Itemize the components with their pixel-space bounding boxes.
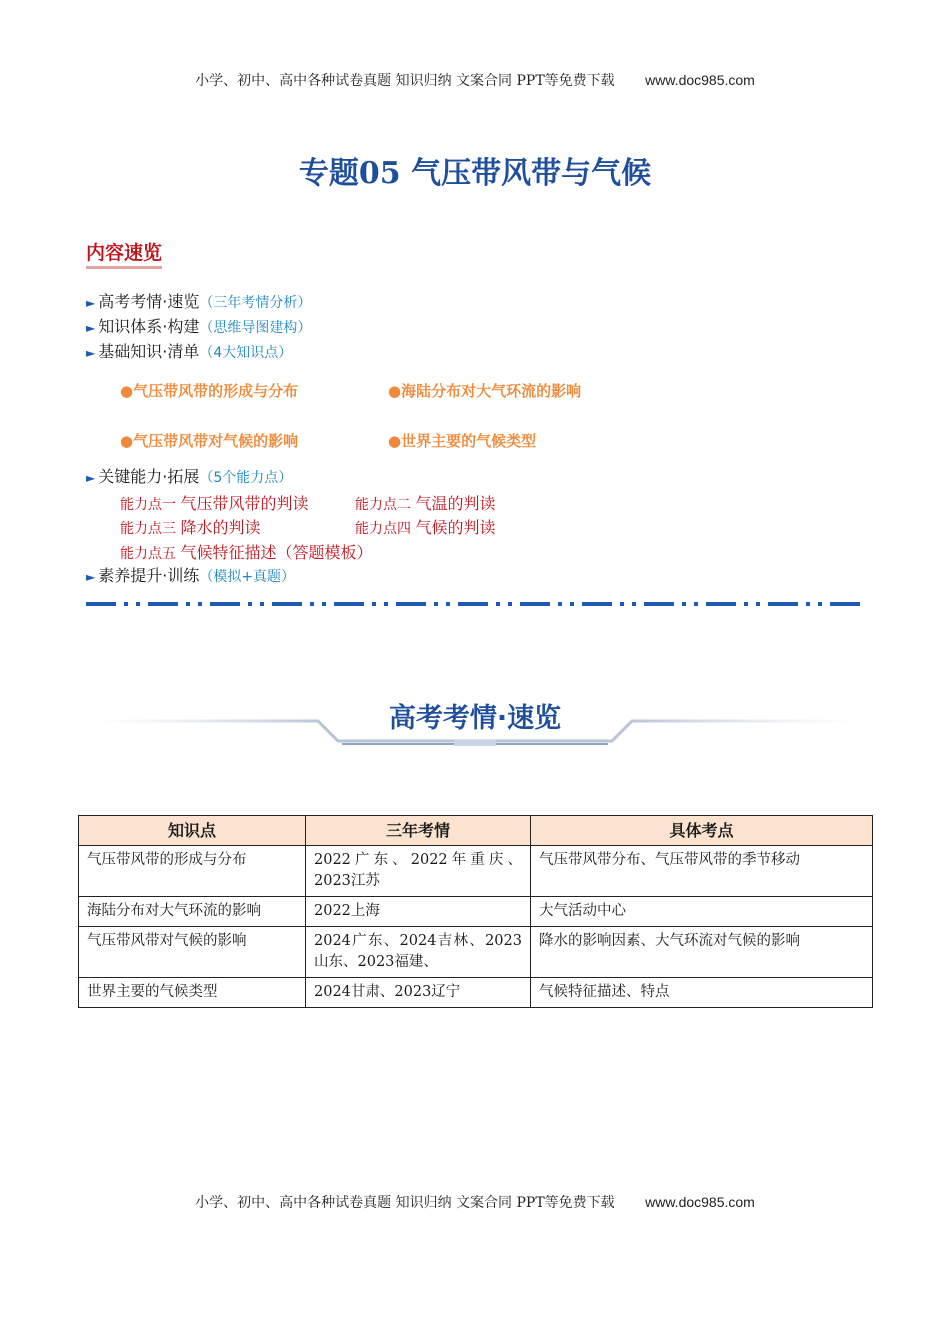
table-cell: 2024广东、2024吉林、2023山东、2023福建、 bbox=[306, 927, 531, 978]
ability-prefix: 能力点一 bbox=[120, 497, 176, 513]
toc-sub: （思维导图建构） bbox=[199, 320, 312, 336]
toc-item-key-abilities bbox=[86, 465, 292, 490]
header-text: 小学、初中、高中各种试卷真题 知识归纳 文案合同 PPT等免费下载 bbox=[195, 73, 615, 89]
header-url[interactable]: www.doc985.com bbox=[645, 72, 755, 88]
table-cell: 气压带风带的形成与分布 bbox=[79, 846, 306, 897]
table-cell: 气候特征描述、特点 bbox=[531, 978, 873, 1008]
footer-url[interactable]: www.doc985.com bbox=[645, 1194, 755, 1210]
toc-sub: （4大知识点） bbox=[199, 345, 293, 361]
ability-topic: 降水 bbox=[180, 518, 213, 537]
ability-point bbox=[120, 540, 372, 563]
table-row bbox=[79, 927, 873, 978]
toc-item-exam-overview bbox=[86, 290, 311, 315]
exam-analysis-table bbox=[78, 815, 873, 1008]
ability-suffix: 特征描述（答题模板） bbox=[212, 543, 373, 562]
table-row bbox=[79, 846, 873, 897]
ability-point bbox=[355, 491, 495, 514]
knowledge-point: ●海陆分布对大气环流的影响 bbox=[388, 382, 582, 400]
ability-prefix: 能力点三 bbox=[120, 521, 176, 537]
table-cell: 气压带风带分布、气压带风带的季节移动 bbox=[531, 846, 873, 897]
column-header: 三年考情 bbox=[306, 816, 531, 846]
ability-suffix: 的判读 bbox=[260, 494, 309, 513]
toc-main: 关键能力·拓展 bbox=[98, 467, 200, 486]
ability-topic: 气温 bbox=[415, 494, 448, 513]
ability-prefix: 能力点四 bbox=[355, 521, 411, 537]
table-cell: 2022上海 bbox=[306, 897, 531, 927]
table-cell: 2024甘肃、2023辽宁 bbox=[306, 978, 531, 1008]
table-row bbox=[79, 978, 873, 1008]
arrow-icon: ► bbox=[86, 471, 96, 485]
table-cell: 气压带风带对气候的影响 bbox=[79, 927, 306, 978]
toc-item-basic-knowledge bbox=[86, 340, 292, 365]
toc-sub: （三年考情分析） bbox=[199, 295, 312, 311]
toc-sub: （5个能力点） bbox=[199, 470, 293, 486]
table-cell: 海陆分布对大气环流的影响 bbox=[79, 897, 306, 927]
arrow-icon: ► bbox=[86, 321, 96, 335]
ability-point bbox=[120, 515, 260, 538]
toc-main: 基础知识·清单 bbox=[98, 342, 200, 361]
knowledge-point: ●世界主要的气候类型 bbox=[388, 432, 537, 450]
footer-text: 小学、初中、高中各种试卷真题 知识归纳 文案合同 PPT等免费下载 bbox=[195, 1195, 615, 1211]
ability-prefix: 能力点二 bbox=[355, 497, 411, 513]
toc-main: 高考考情·速览 bbox=[98, 292, 200, 311]
arrow-icon: ► bbox=[86, 570, 96, 584]
ability-topic: 气候 bbox=[180, 543, 213, 562]
table-header-row bbox=[79, 816, 873, 846]
table-row bbox=[79, 897, 873, 927]
ability-point bbox=[120, 491, 308, 514]
dash-divider bbox=[86, 601, 864, 607]
ability-topic: 气候 bbox=[415, 518, 448, 537]
ability-prefix: 能力点五 bbox=[120, 546, 176, 562]
table-cell: 2022广东、2022年重庆、2023江苏 bbox=[306, 846, 531, 897]
table-cell: 世界主要的气候类型 bbox=[79, 978, 306, 1008]
table-cell: 大气活动中心 bbox=[531, 897, 873, 927]
ability-topic: 气压带风带 bbox=[180, 494, 261, 513]
ability-suffix: 的判读 bbox=[212, 518, 261, 537]
toc-item-training bbox=[86, 564, 295, 589]
section-banner-title: 高考考情·速览 bbox=[388, 703, 562, 734]
toc-main: 知识体系·构建 bbox=[98, 317, 200, 336]
table-cell: 降水的影响因素、大气环流对气候的影响 bbox=[531, 927, 873, 978]
page-title: 专题05 气压带风带与气候 bbox=[298, 156, 652, 191]
toc-sub: （模拟+真题） bbox=[199, 569, 296, 585]
ability-suffix: 的判读 bbox=[447, 518, 496, 537]
page-header bbox=[0, 70, 950, 90]
section-label-overview: 内容速览 bbox=[86, 238, 162, 269]
column-header: 具体考点 bbox=[531, 816, 873, 846]
ability-point bbox=[355, 515, 495, 538]
knowledge-point: ●气压带风带的形成与分布 bbox=[120, 382, 299, 400]
page-footer bbox=[0, 1192, 950, 1212]
toc-item-knowledge-system bbox=[86, 315, 311, 340]
toc-main: 素养提升·训练 bbox=[98, 566, 200, 585]
column-header: 知识点 bbox=[79, 816, 306, 846]
arrow-icon: ► bbox=[86, 346, 96, 360]
knowledge-point: ●气压带风带对气候的影响 bbox=[120, 432, 299, 450]
ability-suffix: 的判读 bbox=[447, 494, 496, 513]
arrow-icon: ► bbox=[86, 296, 96, 310]
